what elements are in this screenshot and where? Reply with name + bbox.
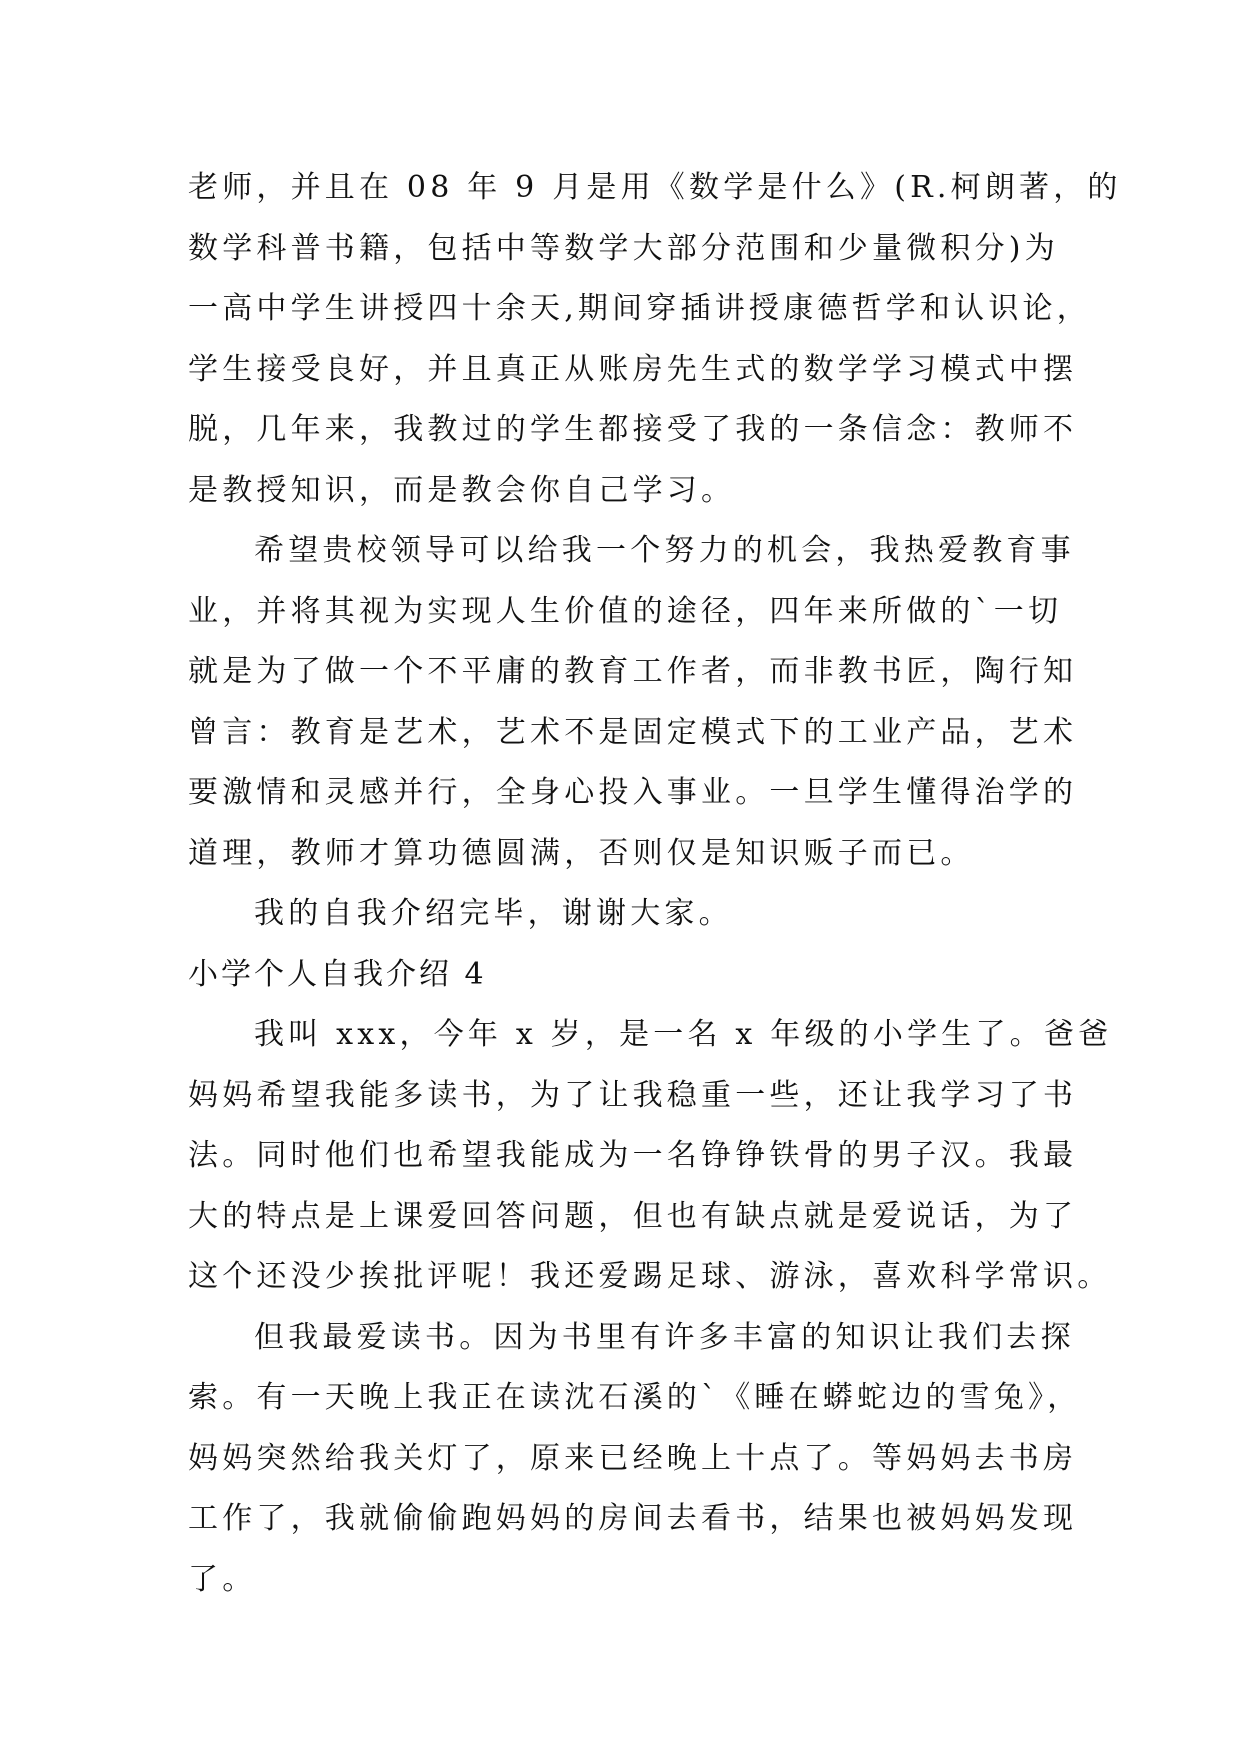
text-line: 就是为了做一个不平庸的教育工作者，而非教书匠，陶行知	[188, 654, 1078, 689]
paragraph	[188, 884, 1088, 945]
paragraph	[188, 158, 1122, 521]
text-line: 妈妈突然给我关灯了，原来已经晚上十点了。等妈妈去书房	[188, 1440, 1078, 1476]
heading-text: 小学个人自我介绍 4	[188, 956, 487, 992]
text-line: 一高中学生讲授四十余天,期间穿插讲授康德哲学和认识论，	[188, 291, 1091, 326]
paragraph	[188, 1005, 1113, 1308]
text-line: 是教授知识，而是教会你自己学习。	[188, 472, 736, 508]
text-line: 业，并将其视为实现人生价值的途径，四年来所做的`一切	[188, 593, 1063, 629]
text-line: 脱，几年来，我教过的学生都接受了我的一条信念：教师不	[188, 412, 1078, 447]
text-line: 妈妈希望我能多读书，为了让我稳重一些，还让我学习了书	[188, 1077, 1078, 1113]
text-line: 学生接受良好，并且真正从账房先生式的数学学习模式中摆	[188, 351, 1078, 387]
text-line: 希望贵校领导可以给我一个努力的机会，我热爱教育事	[254, 533, 1075, 568]
text-line: 老师，并且在 08 年 9 月是用《数学是什么》(R.柯朗著，的	[188, 170, 1122, 205]
text-line: 曾言：教育是艺术，艺术不是固定模式下的工业产品，艺术	[188, 714, 1078, 750]
text-line: 这个还没少挨批评呢！我还爱踢足球、游泳，喜欢科学常识。	[188, 1259, 1112, 1294]
paragraph	[188, 1308, 1088, 1611]
text-line: 道理，教师才算功德圆满，否则仅是知识贩子而已。	[188, 835, 975, 871]
text-line: 大的特点是上课爱回答问题，但也有缺点就是爱说话，为了	[188, 1198, 1078, 1234]
text-line: 索。有一天晚上我正在读沈石溪的`《睡在蟒蛇边的雪兔》，	[188, 1380, 1082, 1415]
paragraph	[188, 521, 1088, 884]
text-line: 数学科普书籍，包括中等数学大部分范围和少量微积分)为	[188, 230, 1059, 266]
text-line: 但我最爱读书。因为书里有许多丰富的知识让我们去探	[254, 1319, 1075, 1355]
section-heading	[188, 945, 1088, 1006]
text-line: 法。同时他们也希望我能成为一名铮铮铁骨的男子汉。我最	[188, 1138, 1078, 1173]
text-line: 我叫 xxx，今年 x 岁，是一名 x 年级的小学生了。爸爸	[254, 1017, 1113, 1052]
text-line: 我的自我介绍完毕，谢谢大家。	[254, 896, 733, 931]
text-line: 了。	[188, 1561, 257, 1597]
text-line: 要激情和灵感并行，全身心投入事业。一旦学生懂得治学的	[188, 775, 1078, 810]
document-body	[188, 158, 1122, 1610]
text-line: 工作了，我就偷偷跑妈妈的房间去看书，结果也被妈妈发现	[188, 1501, 1078, 1536]
